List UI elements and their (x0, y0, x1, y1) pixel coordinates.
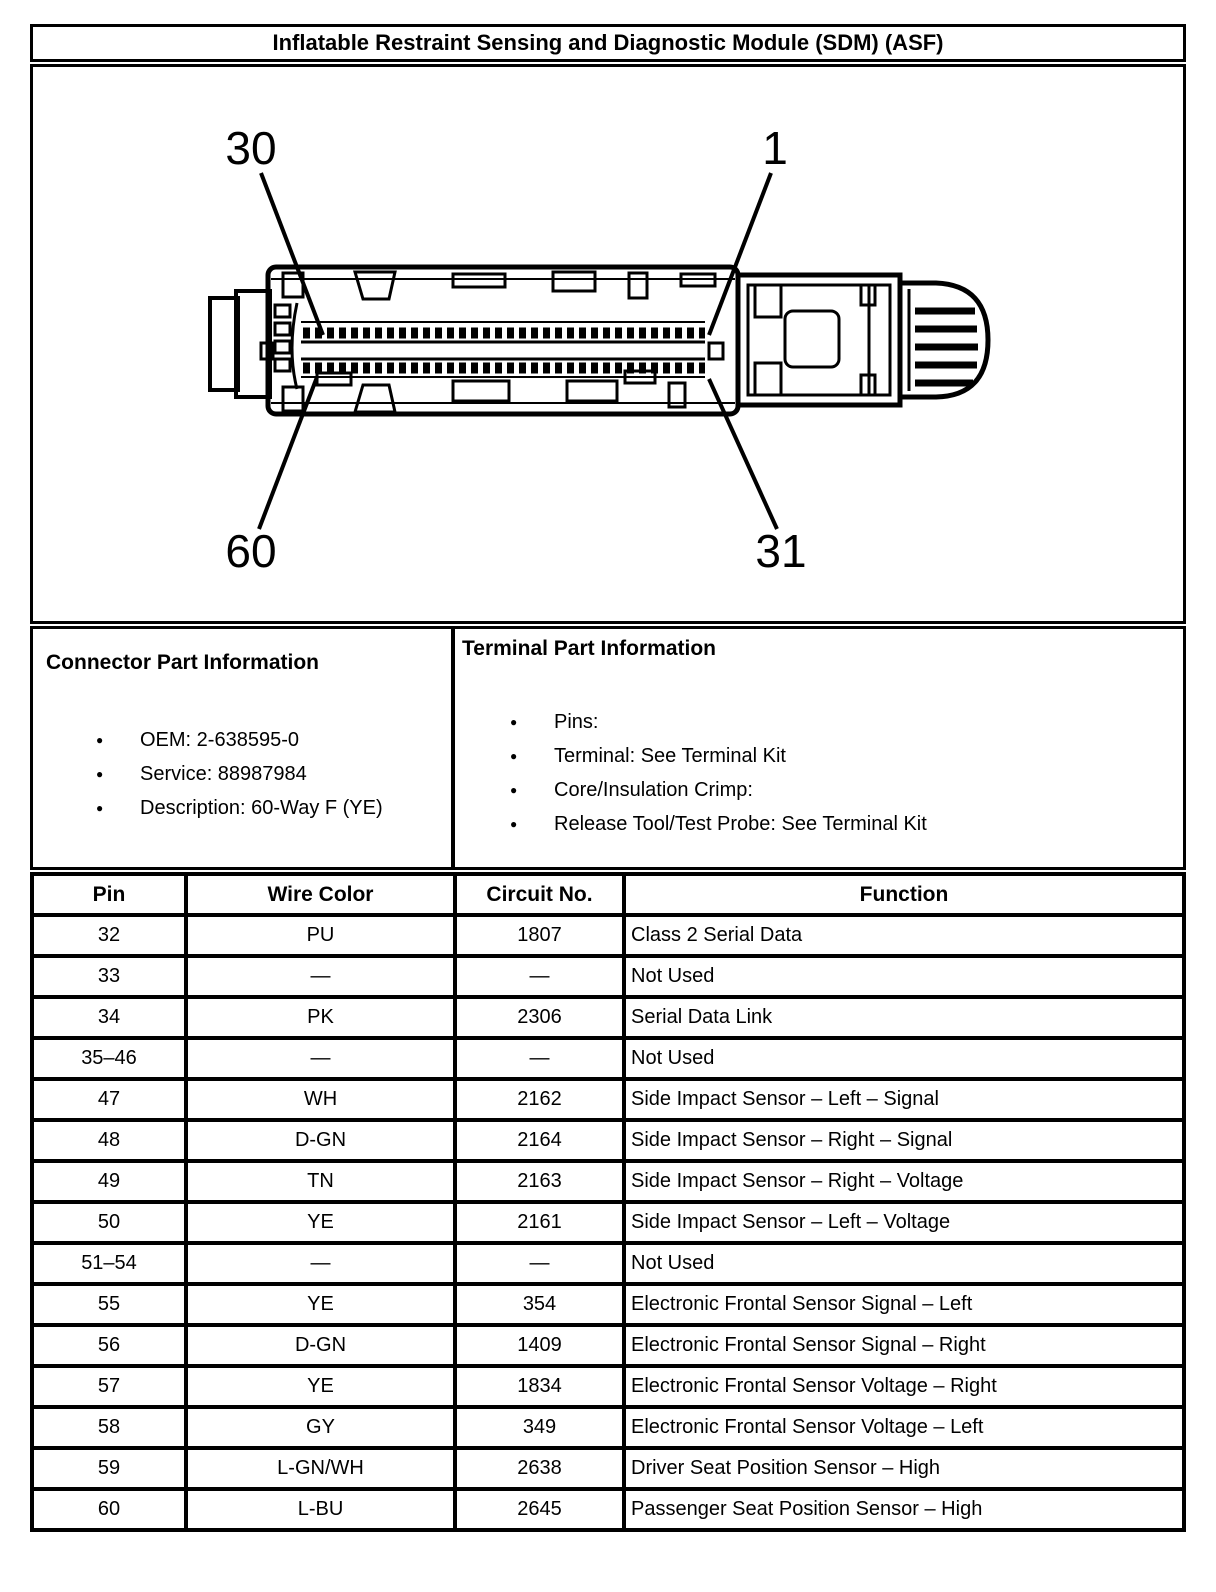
col-header-circuit-no: Circuit No. (455, 874, 624, 915)
pin-label-30: 30 (225, 122, 277, 174)
table-row (32, 1366, 1184, 1407)
pin-cell: 57 (32, 1366, 186, 1407)
pin-cell: 32 (32, 915, 186, 956)
circuit-cell: 354 (455, 1284, 624, 1325)
connector-part-info (30, 626, 453, 870)
terminal-info-item: ● Pins: (510, 705, 1177, 739)
wire-color-cell: D-GN (186, 1120, 455, 1161)
wire-color-cell: — (186, 956, 455, 997)
wire-color-cell: PU (186, 915, 455, 956)
manual-page (30, 24, 1186, 1532)
col-header-wire-color: Wire Color (186, 874, 455, 915)
circuit-cell: — (455, 1038, 624, 1079)
circuit-cell: 2161 (455, 1202, 624, 1243)
part-info-row (30, 626, 1186, 870)
function-cell: Not Used (624, 1038, 1184, 1079)
circuit-cell: 2306 (455, 997, 624, 1038)
wire-color-cell: — (186, 1038, 455, 1079)
wire-color-cell: YE (186, 1366, 455, 1407)
circuit-cell: 1409 (455, 1325, 624, 1366)
pin-cell: 51–54 (32, 1243, 186, 1284)
pin-row-bottom (301, 359, 705, 377)
terminal-info-heading: Terminal Part Information (462, 637, 716, 660)
function-cell: Class 2 Serial Data (624, 915, 1184, 956)
terminal-info-item: ● Release Tool/Test Probe: See Terminal Kit (510, 807, 1177, 841)
circuit-cell: 2163 (455, 1161, 624, 1202)
connector-diagram (33, 67, 1183, 621)
wire-color-cell: YE (186, 1284, 455, 1325)
connector-right-housing (738, 275, 900, 405)
circuit-cell: 1834 (455, 1366, 624, 1407)
function-cell: Passenger Seat Position Sensor – High (624, 1489, 1184, 1530)
pin-cell: 60 (32, 1489, 186, 1530)
table-row (32, 997, 1184, 1038)
function-cell: Serial Data Link (624, 997, 1184, 1038)
pin-label-31: 31 (755, 525, 807, 577)
pin-cell: 35–46 (32, 1038, 186, 1079)
pin-cell: 48 (32, 1120, 186, 1161)
function-cell: Side Impact Sensor – Left – Voltage (624, 1202, 1184, 1243)
connector-diagram-panel (30, 64, 1186, 624)
table-row (32, 1038, 1184, 1079)
table-row (32, 1120, 1184, 1161)
table-row (32, 1243, 1184, 1284)
wire-color-cell: L-BU (186, 1489, 455, 1530)
connector-info-heading: Connector Part Information (46, 651, 320, 674)
pin-cell: 47 (32, 1079, 186, 1120)
function-cell: Not Used (624, 1243, 1184, 1284)
table-row (32, 956, 1184, 997)
connector-info-list (46, 723, 445, 825)
pin-label-1: 1 (762, 122, 788, 174)
table-row (32, 915, 1184, 956)
connector-info-item: ● Service: 88987984 (96, 757, 445, 791)
pin-cell: 34 (32, 997, 186, 1038)
pin-cell: 58 (32, 1407, 186, 1448)
table-row (32, 1325, 1184, 1366)
pinout-table (30, 872, 1186, 1532)
function-cell: Side Impact Sensor – Right – Signal (624, 1120, 1184, 1161)
table-header-row (32, 874, 1184, 915)
pin-label-60: 60 (225, 525, 277, 577)
wire-color-cell: WH (186, 1079, 455, 1120)
pin-cell: 55 (32, 1284, 186, 1325)
table-row (32, 1284, 1184, 1325)
col-header-function: Function (624, 874, 1184, 915)
table-row (32, 1448, 1184, 1489)
table-row (32, 1161, 1184, 1202)
table-row (32, 1079, 1184, 1120)
circuit-cell: 1807 (455, 915, 624, 956)
terminal-info-list (462, 705, 1177, 841)
connector-info-item: ● Description: 60-Way F (YE) (96, 791, 445, 825)
pin-cell: 33 (32, 956, 186, 997)
pin-cell: 56 (32, 1325, 186, 1366)
center-key-right (709, 343, 723, 359)
circuit-cell: 2645 (455, 1489, 624, 1530)
col-header-pin: Pin (32, 874, 186, 915)
connector-end-cap (900, 283, 988, 397)
circuit-cell: — (455, 1243, 624, 1284)
function-cell: Electronic Frontal Sensor Signal – Right (624, 1325, 1184, 1366)
wire-color-cell: D-GN (186, 1325, 455, 1366)
wire-color-cell: PK (186, 997, 455, 1038)
pin-cell: 59 (32, 1448, 186, 1489)
page-title: Inflatable Restraint Sensing and Diagnostic Module (SDM) (ASF) (30, 24, 1186, 62)
pin-row-top (301, 322, 705, 342)
terminal-info-item: ● Core/Insulation Crimp: (510, 773, 1177, 807)
wire-color-cell: — (186, 1243, 455, 1284)
connector-info-item: ● OEM: 2-638595-0 (96, 723, 445, 757)
circuit-cell: — (455, 956, 624, 997)
function-cell: Side Impact Sensor – Left – Signal (624, 1079, 1184, 1120)
table-row (32, 1489, 1184, 1530)
function-cell: Not Used (624, 956, 1184, 997)
circuit-cell: 2162 (455, 1079, 624, 1120)
circuit-cell: 2638 (455, 1448, 624, 1489)
function-cell: Side Impact Sensor – Right – Voltage (624, 1161, 1184, 1202)
function-cell: Electronic Frontal Sensor Voltage – Left (624, 1407, 1184, 1448)
table-row (32, 1202, 1184, 1243)
circuit-cell: 2164 (455, 1120, 624, 1161)
function-cell: Electronic Frontal Sensor Voltage – Right (624, 1366, 1184, 1407)
terminal-info-item: ● Terminal: See Terminal Kit (510, 739, 1177, 773)
wire-color-cell: YE (186, 1202, 455, 1243)
terminal-part-info (453, 626, 1186, 870)
function-cell: Driver Seat Position Sensor – High (624, 1448, 1184, 1489)
circuit-cell: 349 (455, 1407, 624, 1448)
function-cell: Electronic Frontal Sensor Signal – Left (624, 1284, 1184, 1325)
wire-color-cell: L-GN/WH (186, 1448, 455, 1489)
leader-line-31 (709, 379, 777, 529)
wire-color-cell: GY (186, 1407, 455, 1448)
table-row (32, 1407, 1184, 1448)
pin-cell: 50 (32, 1202, 186, 1243)
wire-color-cell: TN (186, 1161, 455, 1202)
pin-cell: 49 (32, 1161, 186, 1202)
